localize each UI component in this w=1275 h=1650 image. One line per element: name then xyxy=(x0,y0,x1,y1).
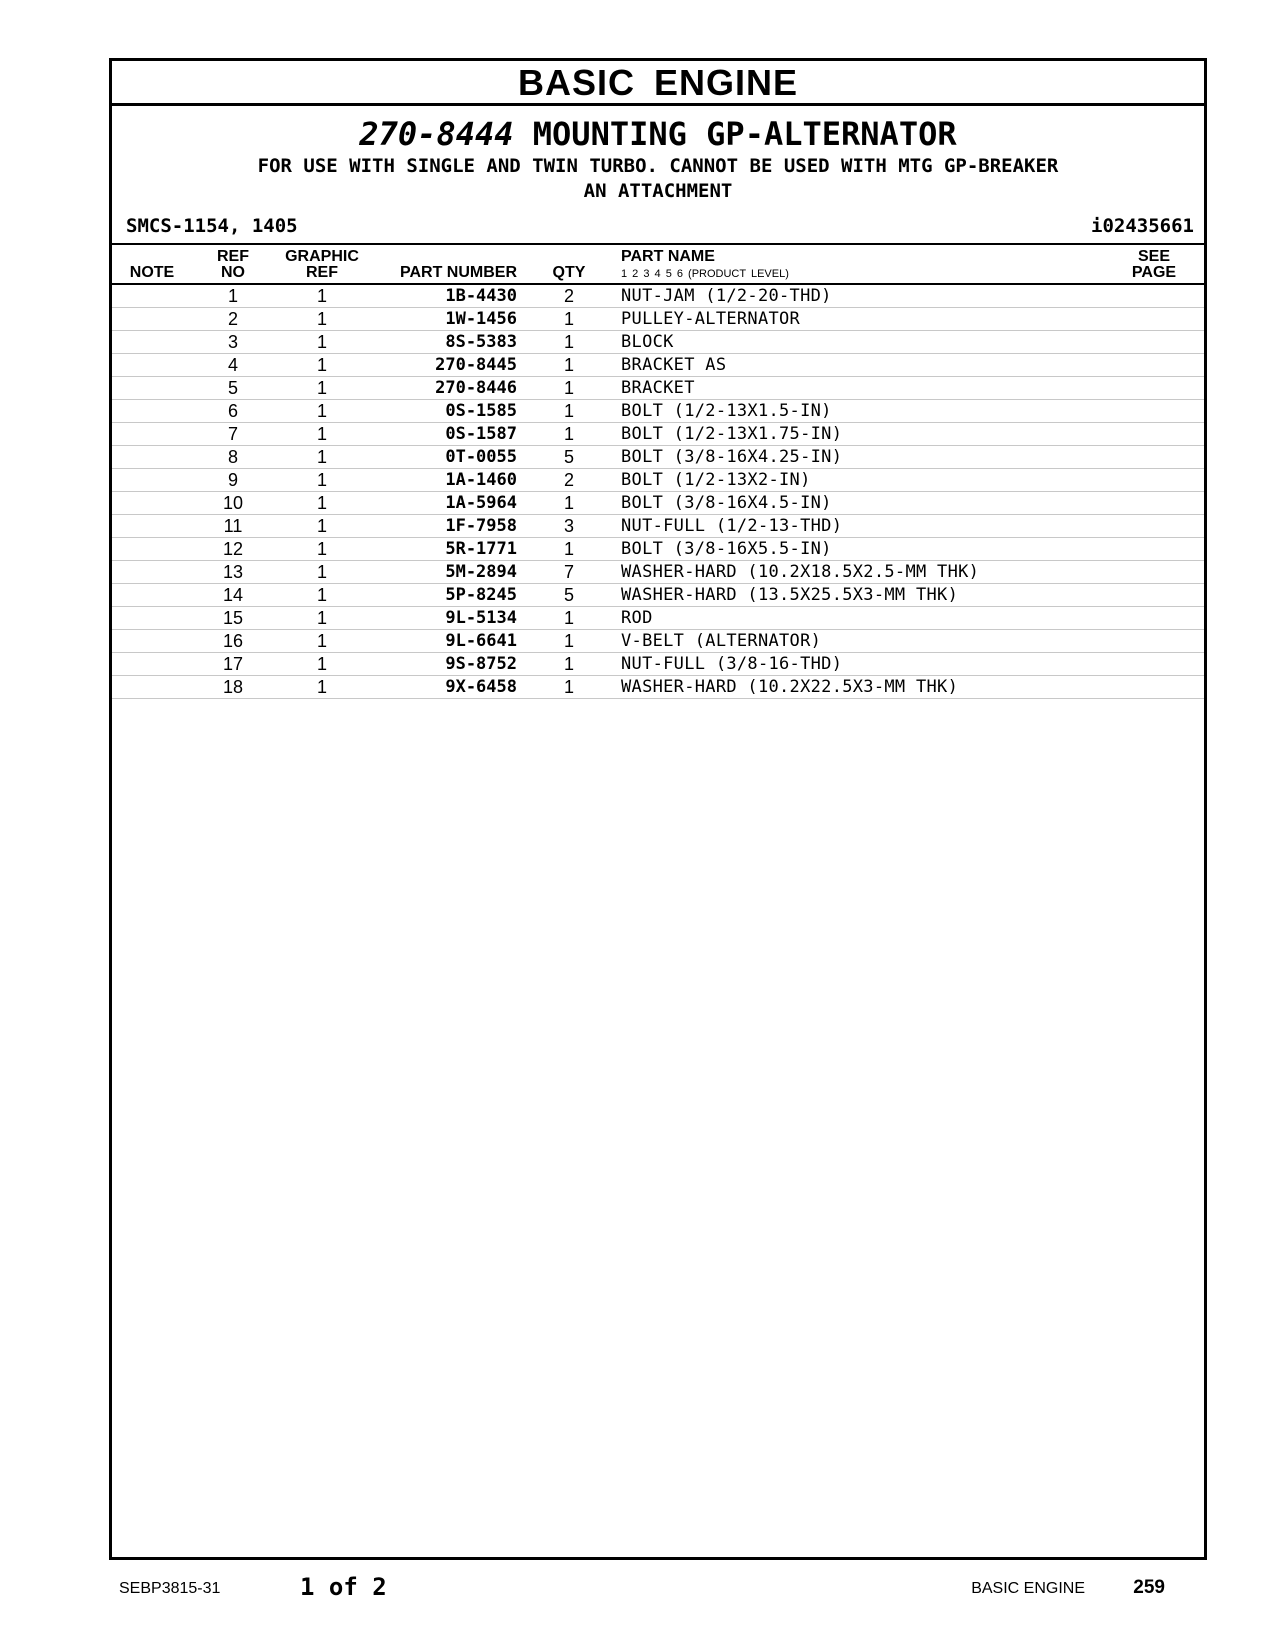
cell-ref-no: 9 xyxy=(192,469,274,492)
cell-ref-no: 18 xyxy=(192,676,274,699)
cell-part-number: 270-8446 xyxy=(370,377,517,400)
cell-see-page xyxy=(1104,469,1204,492)
group-name: MOUNTING GP-ALTERNATOR xyxy=(532,115,957,153)
cell-part-number: 1A-5964 xyxy=(370,492,517,515)
cell-note xyxy=(112,515,192,538)
table-row xyxy=(112,561,1204,584)
cell-see-page xyxy=(1104,308,1204,331)
cell-graphic-ref: 1 xyxy=(274,446,370,469)
cell-part-name: BRACKET AS xyxy=(621,354,1104,377)
header-ref-no: REF NO xyxy=(192,245,274,284)
cell-see-page xyxy=(1104,377,1204,400)
cell-graphic-ref: 1 xyxy=(274,676,370,699)
cell-ref-no: 13 xyxy=(192,561,274,584)
footer-section: BASIC ENGINE xyxy=(971,1580,1085,1597)
footer-page-of: 1 of 2 xyxy=(300,1573,387,1601)
table-row xyxy=(112,284,1204,308)
cell-part-number: 8S-5383 xyxy=(370,331,517,354)
cell-ref-no: 6 xyxy=(192,400,274,423)
footer-page-number: 259 xyxy=(1133,1577,1165,1598)
table-row xyxy=(112,400,1204,423)
cell-qty: 1 xyxy=(517,400,621,423)
cell-see-page xyxy=(1104,584,1204,607)
cell-qty: 3 xyxy=(517,515,621,538)
cell-note xyxy=(112,538,192,561)
cell-see-page xyxy=(1104,515,1204,538)
cell-see-page xyxy=(1104,492,1204,515)
cell-part-name: PULLEY-ALTERNATOR xyxy=(621,308,1104,331)
cell-note xyxy=(112,607,192,630)
cell-qty: 1 xyxy=(517,653,621,676)
cell-graphic-ref: 1 xyxy=(274,308,370,331)
cell-graphic-ref: 1 xyxy=(274,377,370,400)
cell-note xyxy=(112,492,192,515)
cell-ref-no: 4 xyxy=(192,354,274,377)
table-row xyxy=(112,630,1204,653)
table-row xyxy=(112,607,1204,630)
table-row xyxy=(112,446,1204,469)
cell-ref-no: 12 xyxy=(192,538,274,561)
cell-see-page xyxy=(1104,400,1204,423)
table-row xyxy=(112,538,1204,561)
footer-doc-number: SEBP3815-31 xyxy=(119,1580,221,1597)
cell-graphic-ref: 1 xyxy=(274,584,370,607)
cell-graphic-ref: 1 xyxy=(274,630,370,653)
cell-part-name: ROD xyxy=(621,607,1104,630)
cell-note xyxy=(112,446,192,469)
table-row xyxy=(112,331,1204,354)
cell-note xyxy=(112,400,192,423)
cell-note xyxy=(112,423,192,446)
cell-qty: 7 xyxy=(517,561,621,584)
cell-see-page xyxy=(1104,630,1204,653)
table-row xyxy=(112,676,1204,699)
cell-part-number: 5R-1771 xyxy=(370,538,517,561)
meta-row xyxy=(112,209,1204,245)
cell-qty: 1 xyxy=(517,354,621,377)
group-note-line-1: FOR USE WITH SINGLE AND TWIN TURBO. CANNOT BE USED WITH MTG GP-BREAKER xyxy=(257,155,1059,177)
smcs-codes: SMCS-1154, 1405 xyxy=(126,215,298,237)
cell-part-number: 9X-6458 xyxy=(370,676,517,699)
cell-part-number: 1F-7958 xyxy=(370,515,517,538)
table-row xyxy=(112,584,1204,607)
cell-part-name: BLOCK xyxy=(621,331,1104,354)
cell-ref-no: 5 xyxy=(192,377,274,400)
illustration-id: i02435661 xyxy=(1091,215,1194,237)
cell-note xyxy=(112,354,192,377)
cell-qty: 2 xyxy=(517,469,621,492)
group-part-number: 270-8444 xyxy=(359,115,514,153)
table-row xyxy=(112,492,1204,515)
cell-part-name: BOLT (1/2-13X1.5-IN) xyxy=(621,400,1104,423)
cell-see-page xyxy=(1104,607,1204,630)
table-row xyxy=(112,515,1204,538)
cell-part-name: BOLT (3/8-16X4.25-IN) xyxy=(621,446,1104,469)
cell-note xyxy=(112,630,192,653)
cell-qty: 1 xyxy=(517,331,621,354)
cell-see-page xyxy=(1104,354,1204,377)
cell-note xyxy=(112,377,192,400)
table-row xyxy=(112,653,1204,676)
cell-note xyxy=(112,308,192,331)
cell-ref-no: 17 xyxy=(192,653,274,676)
cell-graphic-ref: 1 xyxy=(274,515,370,538)
cell-graphic-ref: 1 xyxy=(274,284,370,308)
cell-ref-no: 14 xyxy=(192,584,274,607)
cell-part-name: WASHER-HARD (10.2X18.5X2.5-MM THK) xyxy=(621,561,1104,584)
group-title xyxy=(112,114,1204,154)
cell-qty: 1 xyxy=(517,607,621,630)
cell-part-number: 1W-1456 xyxy=(370,308,517,331)
header-see-page: SEE PAGE xyxy=(1104,245,1204,284)
cell-part-number: 9L-5134 xyxy=(370,607,517,630)
cell-part-number: 9L-6641 xyxy=(370,630,517,653)
cell-part-name: BOLT (1/2-13X1.75-IN) xyxy=(621,423,1104,446)
cell-note xyxy=(112,284,192,308)
cell-graphic-ref: 1 xyxy=(274,538,370,561)
cell-note xyxy=(112,331,192,354)
cell-note xyxy=(112,676,192,699)
cell-graphic-ref: 1 xyxy=(274,423,370,446)
cell-ref-no: 8 xyxy=(192,446,274,469)
cell-see-page xyxy=(1104,653,1204,676)
header-part-number: PART NUMBER xyxy=(370,245,517,284)
cell-qty: 5 xyxy=(517,446,621,469)
cell-graphic-ref: 1 xyxy=(274,492,370,515)
header-part-name: PART NAME 1 2 3 4 5 6 (PRODUCT LEVEL) xyxy=(621,245,1104,284)
cell-see-page xyxy=(1104,561,1204,584)
table-row xyxy=(112,308,1204,331)
cell-qty: 1 xyxy=(517,676,621,699)
cell-ref-no: 2 xyxy=(192,308,274,331)
header-product-level: 1 2 3 4 5 6 (PRODUCT LEVEL) xyxy=(621,268,789,280)
cell-ref-no: 1 xyxy=(192,284,274,308)
cell-graphic-ref: 1 xyxy=(274,469,370,492)
cell-note xyxy=(112,469,192,492)
cell-qty: 1 xyxy=(517,308,621,331)
cell-part-name: NUT-FULL (1/2-13-THD) xyxy=(621,515,1104,538)
cell-graphic-ref: 1 xyxy=(274,561,370,584)
cell-qty: 5 xyxy=(517,584,621,607)
cell-part-number: 0S-1585 xyxy=(370,400,517,423)
cell-part-number: 0T-0055 xyxy=(370,446,517,469)
header-graphic-ref: GRAPHIC REF xyxy=(274,245,370,284)
cell-qty: 1 xyxy=(517,492,621,515)
cell-ref-no: 15 xyxy=(192,607,274,630)
cell-graphic-ref: 1 xyxy=(274,331,370,354)
cell-note xyxy=(112,584,192,607)
cell-part-name: BOLT (1/2-13X2-IN) xyxy=(621,469,1104,492)
cell-part-number: 270-8445 xyxy=(370,354,517,377)
header-note: NOTE xyxy=(112,245,192,284)
parts-page-frame xyxy=(109,58,1207,1560)
cell-part-number: 1A-1460 xyxy=(370,469,517,492)
cell-see-page xyxy=(1104,423,1204,446)
cell-graphic-ref: 1 xyxy=(274,400,370,423)
table-row xyxy=(112,469,1204,492)
cell-see-page xyxy=(1104,446,1204,469)
cell-ref-no: 10 xyxy=(192,492,274,515)
cell-ref-no: 3 xyxy=(192,331,274,354)
table-row xyxy=(112,377,1204,400)
cell-part-number: 0S-1587 xyxy=(370,423,517,446)
cell-see-page xyxy=(1104,676,1204,699)
cell-ref-no: 11 xyxy=(192,515,274,538)
cell-qty: 2 xyxy=(517,284,621,308)
cell-see-page xyxy=(1104,331,1204,354)
cell-graphic-ref: 1 xyxy=(274,653,370,676)
table-row xyxy=(112,423,1204,446)
cell-part-name: WASHER-HARD (10.2X22.5X3-MM THK) xyxy=(621,676,1104,699)
cell-see-page xyxy=(1104,538,1204,561)
cell-qty: 1 xyxy=(517,377,621,400)
cell-part-name: WASHER-HARD (13.5X25.5X3-MM THK) xyxy=(621,584,1104,607)
cell-qty: 1 xyxy=(517,538,621,561)
cell-graphic-ref: 1 xyxy=(274,354,370,377)
cell-ref-no: 7 xyxy=(192,423,274,446)
cell-see-page xyxy=(1104,284,1204,308)
table-header-row xyxy=(112,245,1204,284)
cell-note xyxy=(112,653,192,676)
cell-part-name: BOLT (3/8-16X5.5-IN) xyxy=(621,538,1104,561)
cell-part-number: 1B-4430 xyxy=(370,284,517,308)
cell-part-name: BRACKET xyxy=(621,377,1104,400)
cell-qty: 1 xyxy=(517,423,621,446)
table-row xyxy=(112,354,1204,377)
parts-table xyxy=(112,245,1204,699)
group-note-line-2: AN ATTACHMENT xyxy=(583,180,733,202)
cell-graphic-ref: 1 xyxy=(274,607,370,630)
cell-part-number: 5M-2894 xyxy=(370,561,517,584)
cell-part-name: NUT-JAM (1/2-20-THD) xyxy=(621,284,1104,308)
cell-part-name: V-BELT (ALTERNATOR) xyxy=(621,630,1104,653)
cell-ref-no: 16 xyxy=(192,630,274,653)
cell-part-name: NUT-FULL (3/8-16-THD) xyxy=(621,653,1104,676)
page-footer xyxy=(0,1575,1275,1605)
cell-part-name: BOLT (3/8-16X4.5-IN) xyxy=(621,492,1104,515)
cell-qty: 1 xyxy=(517,630,621,653)
cell-part-number: 9S-8752 xyxy=(370,653,517,676)
cell-note xyxy=(112,561,192,584)
header-qty: QTY xyxy=(517,245,621,284)
section-title: BASIC ENGINE xyxy=(112,61,1204,106)
cell-part-number: 5P-8245 xyxy=(370,584,517,607)
